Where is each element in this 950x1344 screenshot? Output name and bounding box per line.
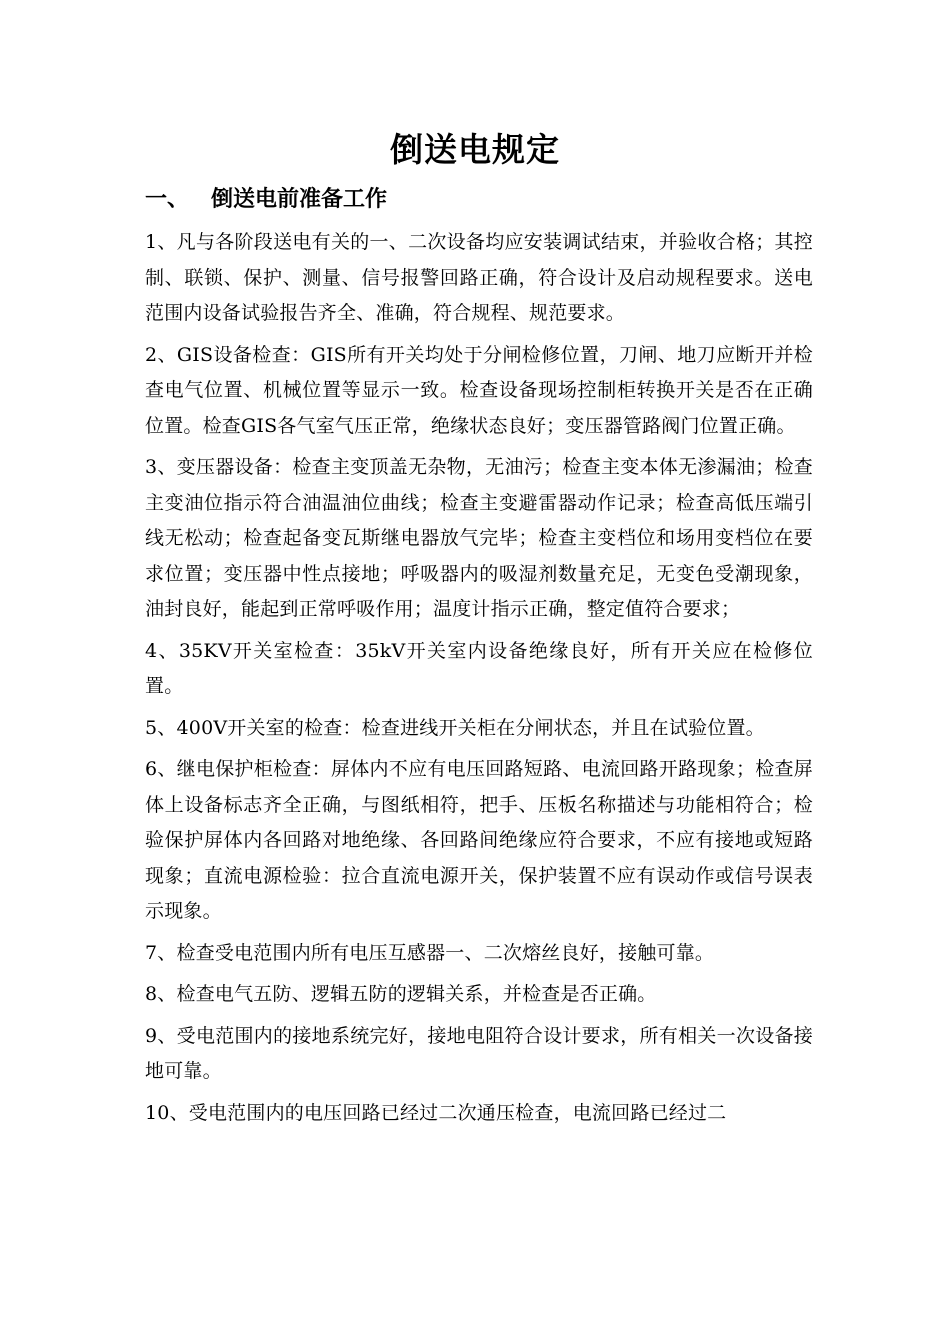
paragraph-5: 5、400V开关室的检查：检查进线开关柜在分闸状态，并且在试验位置。 (145, 716, 765, 739)
section-heading (145, 183, 825, 217)
document-body (145, 225, 813, 1137)
paragraph-10: 10、受电范围内的电压回路已经过二次通压检查，电流回路已经过二 (145, 1101, 727, 1124)
paragraph-8: 8、检查电气五防、逻辑五防的逻辑关系，并检查是否正确。 (145, 983, 657, 1005)
section-number: 一、 (145, 187, 190, 212)
section-title: 倒送电前准备工作 (211, 187, 388, 212)
paragraph-3: 3、变压器设备：检查主变顶盖无杂物，无油污；检查主变本体无渗漏油；检查主变油位指示符合油温油位曲线；检查主变避雷器动作记录；检查高低压端引线无松动；检查起备变瓦斯继电器放气完毕；检查主变档位和场用变档位在要求位置；变压器中性点接地；呼吸器内的吸湿剂数量充足，无变色受潮现象，油封良好，能起到正常呼吸作用；温度计指示正确，整定值符合要求； (145, 456, 813, 620)
paragraph-6: 6、继电保护柜检查：屏体内不应有电压回路短路、电流回路开路现象；检查屏体上设备标志齐全正确，与图纸相符，把手、压板名称描述与功能相符合；检验保护屏体内各回路对地绝缘、各回路间绝缘应符合要求，不应有接地或短路现象；直流电源检验：拉合直流电源开关，保护装置不应有误动作或信号误表示现象。 (145, 758, 813, 922)
paragraph-2: 2、GIS设备检查：GIS所有开关均处于分闸检修位置，刀闸、地刀应断开并检查电气位置、机械位置等显示一致。检查设备现场控制柜转换开关是否在正确位置。检查GIS各气室气压正常，绝缘状态良好；变压器管路阀门位置正确。 (145, 343, 813, 437)
paragraph-7: 7、检查受电范围内所有电压互感器一、二次熔丝良好，接触可靠。 (145, 941, 715, 964)
document-title: 倒送电规定 (390, 130, 560, 169)
paragraph-4: 4、35KV开关室检查：35kV开关室内设备绝缘良好，所有开关应在检修位置。 (145, 639, 813, 697)
paragraph-1: 1、凡与各阶段送电有关的一、二次设备均应安装调试结束，并验收合格；其控制、联锁、保护、测量、信号报警回路正确，符合设计及启动规程要求。送电范围内设备试验报告齐全、准确，符合规程、规范要求。 (145, 231, 813, 324)
paragraph-9: 9、受电范围内的接地系统完好，接地电阻符合设计要求，所有相关一次设备接地可靠。 (145, 1024, 813, 1082)
